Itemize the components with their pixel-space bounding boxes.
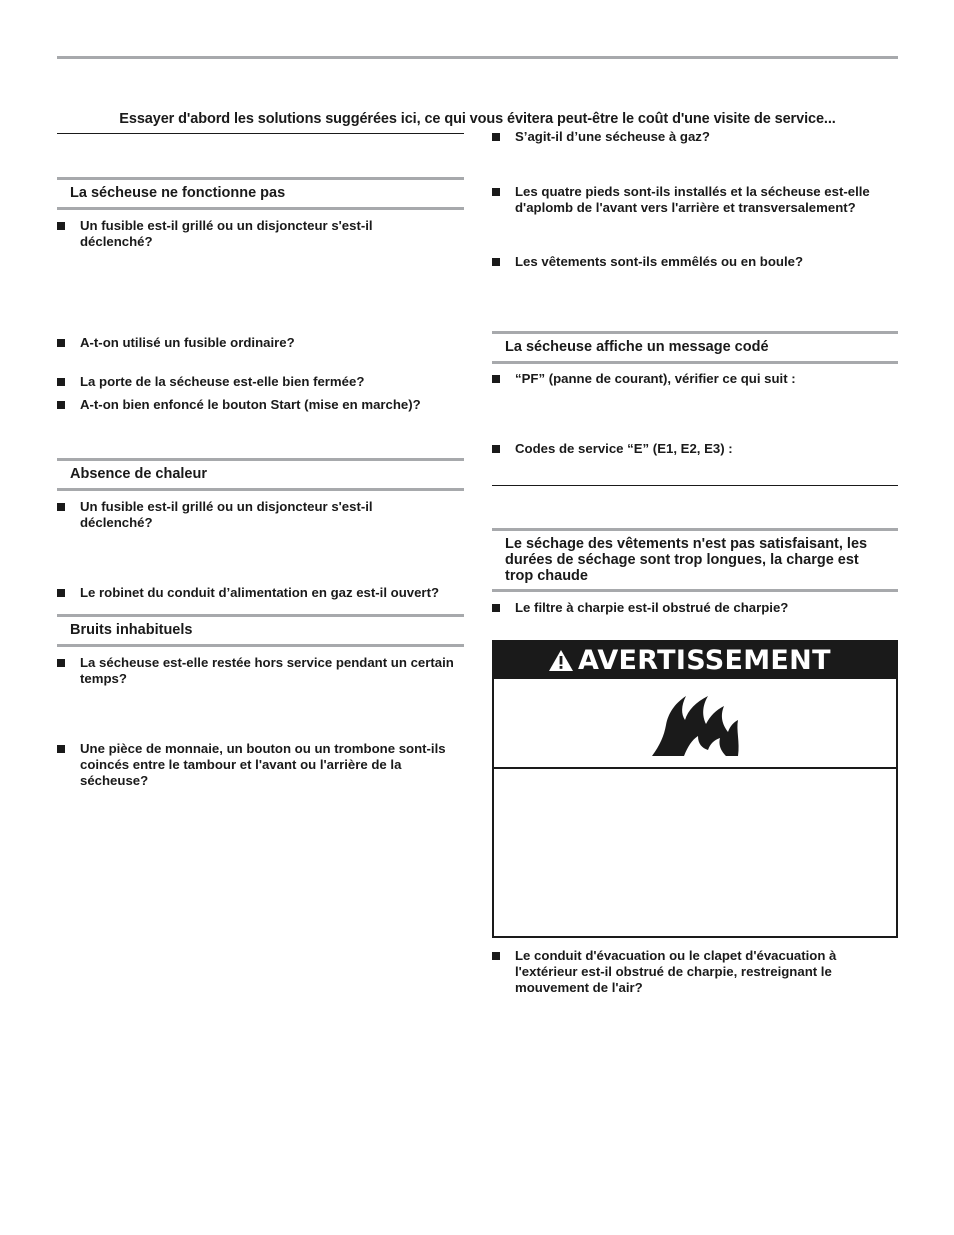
- warning-title: AVERTISSEMENT: [578, 645, 831, 676]
- intro-text: Essayer d'abord les solutions suggérées ici, ce qui vous évitera peut-être le coût d'une visite de service...: [119, 111, 836, 127]
- bullet-icon: [492, 188, 500, 196]
- list-item: Les vêtements sont-ils emmêlés ou en boule?: [492, 254, 898, 270]
- list-item: Une pièce de monnaie, un bouton ou un trombone sont-ils coincés entre le tambour et l'avant ou l'arrière de la sécheuse?: [57, 741, 462, 789]
- list-item: Un fusible est-il grillé ou un disjoncteur s'est-il déclenché?: [57, 218, 437, 250]
- bullet-icon: [492, 952, 500, 960]
- section-header-drying-unsatisfactory: Le séchage des vêtements n'est pas satisfaisant, les durées de séchage sont trop longues, la charge est trop chaude: [492, 528, 898, 592]
- list-item: A-t-on bien enfoncé le bouton Start (mise en marche)?: [57, 397, 464, 413]
- list-item: Le robinet du conduit d’alimentation en gaz est-il ouvert?: [57, 585, 467, 601]
- list-item: S’agit-il d’une sécheuse à gaz?: [492, 129, 898, 145]
- bullet-icon: [492, 445, 500, 453]
- fire-hazard-icon: [650, 690, 742, 758]
- bullet-icon: [492, 133, 500, 141]
- list-item: “PF” (panne de courant), vérifier ce qui suit :: [492, 371, 898, 387]
- bullet-icon: [57, 401, 65, 409]
- list-item: Codes de service “E” (E1, E2, E3) :: [492, 441, 898, 457]
- bullet-icon: [57, 745, 65, 753]
- section-header-no-operation: La sécheuse ne fonctionne pas: [57, 177, 464, 210]
- bullet-icon: [57, 589, 65, 597]
- warning-box: [492, 640, 898, 938]
- list-item: Les quatre pieds sont-ils installés et la sécheuse est-elle d'aplomb de l'avant vers l'arrière et transversalement?: [492, 184, 898, 216]
- list-item: Un fusible est-il grillé ou un disjoncteur s'est-il déclenché?: [57, 499, 437, 531]
- bullet-icon: [57, 659, 65, 667]
- list-item: Le filtre à charpie est-il obstrué de charpie?: [492, 600, 898, 616]
- section-header-unusual-noise: Bruits inhabituels: [57, 614, 464, 647]
- bullet-icon: [57, 222, 65, 230]
- right-column-rule: [492, 485, 898, 486]
- section-header-no-heat: Absence de chaleur: [57, 458, 464, 491]
- section-header-error-code: La sécheuse affiche un message codé: [492, 331, 898, 364]
- bullet-icon: [57, 378, 65, 386]
- bullet-icon: [492, 604, 500, 612]
- warning-triangle-icon: [548, 649, 574, 672]
- warning-title-bar: [494, 642, 896, 679]
- bullet-icon: [492, 375, 500, 383]
- bullet-icon: [492, 258, 500, 266]
- warning-divider: [494, 767, 896, 769]
- bullet-icon: [57, 339, 65, 347]
- list-item: Le conduit d'évacuation ou le clapet d'évacuation à l'extérieur est-il obstrué de charpie, restreignant le mouvement de l'air?: [492, 948, 882, 996]
- list-item: A-t-on utilisé un fusible ordinaire?: [57, 335, 464, 351]
- top-divider: [57, 56, 898, 59]
- left-column-rule: [57, 133, 464, 134]
- list-item: La sécheuse est-elle restée hors service pendant un certain temps?: [57, 655, 457, 687]
- bullet-icon: [57, 503, 65, 511]
- list-item: La porte de la sécheuse est-elle bien fermée?: [57, 374, 464, 390]
